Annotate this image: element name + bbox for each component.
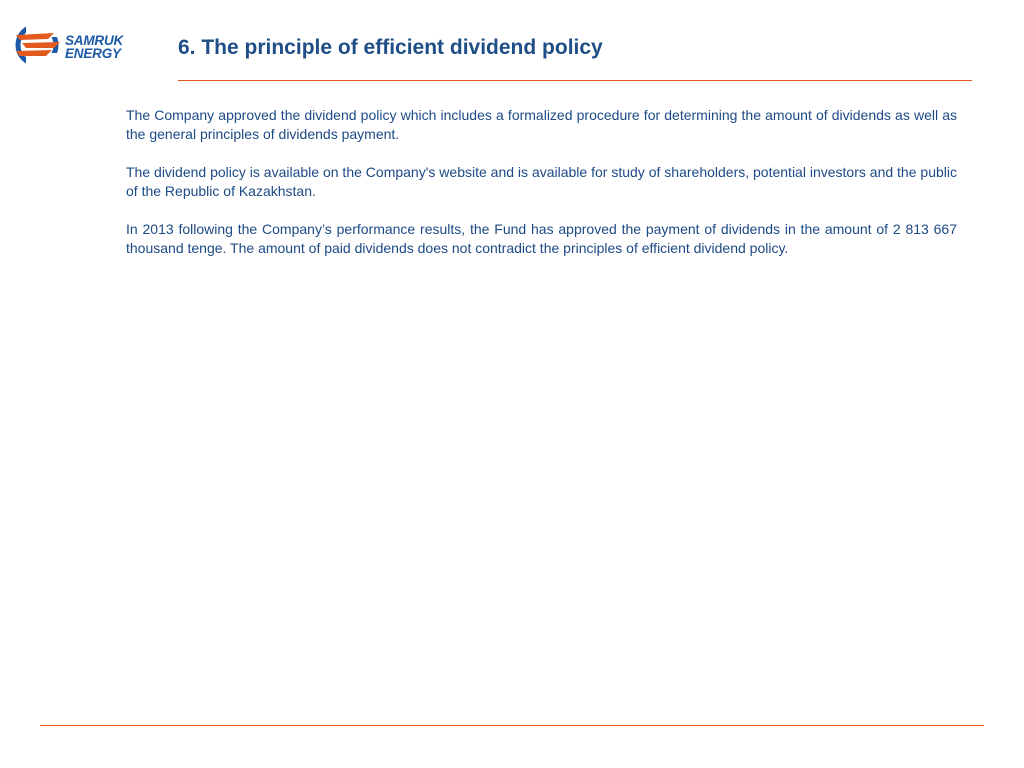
logo-wordmark-line1: SAMRUK [65, 33, 124, 48]
title-divider [178, 80, 972, 81]
paragraph-dividend-policy-availability: The dividend policy is available on the Company's website and is available for study of shareholders, potential investors and the public of the Republic of Kazakhstan. [126, 164, 957, 199]
footer-divider [40, 725, 984, 726]
paragraph-dividend-policy-approval: The Company approved the dividend policy which includes a formalized procedure for determining the amount of dividends as well as the general principles of dividends payment. [126, 107, 957, 142]
logo-wordmark-line2: ENERGY [65, 46, 121, 61]
paragraph-dividend-payment-2013: In 2013 following the Company’s performance results, the Fund has approved the payment of dividends in the amount of 2 813 667 thousand tenge. The amount of paid dividends does not contradict the principles of efficient dividend policy. [126, 221, 957, 256]
page-title: 6. The principle of efficient dividend policy [178, 36, 603, 59]
logo-wordmark [65, 34, 123, 60]
samruk-energy-logo-icon [14, 22, 62, 68]
content-body [126, 106, 957, 277]
samruk-energy-logo [14, 22, 148, 68]
